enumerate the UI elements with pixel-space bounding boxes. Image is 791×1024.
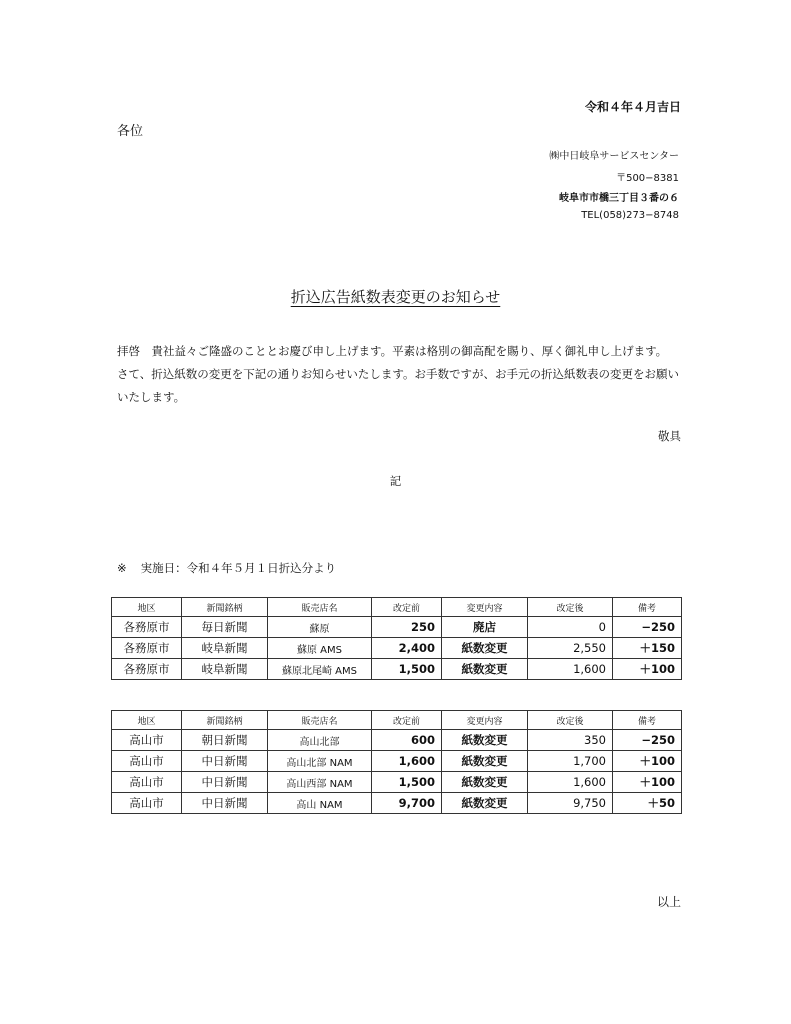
cell-newspaper: 岐阜新聞 xyxy=(182,638,268,659)
header-before: 改定前 xyxy=(372,598,442,617)
header-store-name: 販売店名 xyxy=(268,711,372,730)
closing-ijo: 以上 xyxy=(656,895,681,909)
cell-store-name: 高山 NAM xyxy=(268,793,372,814)
sender-company: ㈱中日岐阜サービスセンター xyxy=(549,151,679,162)
cell-after: 0 xyxy=(528,617,613,638)
cell-change: 紙数変更 xyxy=(442,751,528,772)
cell-remarks: ＋150 xyxy=(613,638,682,659)
header-before: 改定前 xyxy=(372,711,442,730)
table-row xyxy=(112,772,682,793)
cell-before: 2,400 xyxy=(372,638,442,659)
table-row xyxy=(112,617,682,638)
cell-change: 紙数変更 xyxy=(442,793,528,814)
header-remarks: 備考 xyxy=(613,598,682,617)
cell-newspaper: 中日新聞 xyxy=(182,772,268,793)
table-row xyxy=(112,751,682,772)
cell-district: 高山市 xyxy=(112,793,182,814)
cell-store-name: 高山西部 NAM xyxy=(268,772,372,793)
cell-remarks: ＋100 xyxy=(613,772,682,793)
cell-before: 1,500 xyxy=(372,772,442,793)
cell-before: 250 xyxy=(372,617,442,638)
cell-after: 1,600 xyxy=(528,659,613,680)
cell-change: 廃店 xyxy=(442,617,528,638)
sender-address: 岐阜市市橋三丁目３番の６ xyxy=(559,193,679,204)
cell-newspaper: 毎日新聞 xyxy=(182,617,268,638)
cell-after: 1,600 xyxy=(528,772,613,793)
cell-remarks: ＋100 xyxy=(613,659,682,680)
cell-district: 高山市 xyxy=(112,772,182,793)
cell-remarks: ＋100 xyxy=(613,751,682,772)
cell-after: 1,700 xyxy=(528,751,613,772)
sender-postal: 〒500−8381 xyxy=(616,173,679,184)
table-row xyxy=(112,793,682,814)
table-row xyxy=(112,659,682,680)
header-after: 改定後 xyxy=(528,598,613,617)
cell-before: 1,500 xyxy=(372,659,442,680)
sender-tel: TEL(058)273−8748 xyxy=(581,210,679,221)
header-change: 変更内容 xyxy=(442,711,528,730)
header-district: 地区 xyxy=(112,711,182,730)
cell-store-name: 蘇原 xyxy=(268,617,372,638)
cell-newspaper: 朝日新聞 xyxy=(182,730,268,751)
cell-change: 紙数変更 xyxy=(442,659,528,680)
header-store-name: 販売店名 xyxy=(268,598,372,617)
header-district: 地区 xyxy=(112,598,182,617)
cell-store-name: 蘇原 AMS xyxy=(268,638,372,659)
cell-store-name: 蘇原北尾崎 AMS xyxy=(268,659,372,680)
document-title: 折込広告紙数表変更のお知らせ xyxy=(290,288,501,306)
cell-district: 各務原市 xyxy=(112,638,182,659)
changes-table-takayama xyxy=(111,710,682,814)
cell-district: 各務原市 xyxy=(112,617,182,638)
header-newspaper: 新聞銘柄 xyxy=(182,598,268,617)
body-paragraph-1: 拝啓 貴社益々ご隆盛のこととお慶び申し上げます。平素は格別の御高配を賜り、厚く御礼申し上げます。 xyxy=(117,344,668,358)
cell-before: 9,700 xyxy=(372,793,442,814)
cell-after: 350 xyxy=(528,730,613,751)
header-newspaper: 新聞銘柄 xyxy=(182,711,268,730)
header-remarks: 備考 xyxy=(613,711,682,730)
table-row xyxy=(112,730,682,751)
cell-remarks: −250 xyxy=(613,617,682,638)
cell-before: 1,600 xyxy=(372,751,442,772)
cell-after: 9,750 xyxy=(528,793,613,814)
cell-change: 紙数変更 xyxy=(442,638,528,659)
header-change: 変更内容 xyxy=(442,598,528,617)
cell-change: 紙数変更 xyxy=(442,730,528,751)
note-mark: ※ xyxy=(117,561,127,575)
table-row xyxy=(112,638,682,659)
addressee: 各位 xyxy=(117,124,144,139)
cell-district: 各務原市 xyxy=(112,659,182,680)
cell-newspaper: 中日新聞 xyxy=(182,751,268,772)
cell-store-name: 高山北部 xyxy=(268,730,372,751)
body-paragraph-2: さて、折込紙数の変更を下記の通りお知らせいたします。お手数ですが、お手元の折込紙数表の変更をお願いいたします。 xyxy=(117,367,679,404)
cell-change: 紙数変更 xyxy=(442,772,528,793)
document-date: 令和４年４月吉日 xyxy=(584,100,681,114)
cell-remarks: ＋50 xyxy=(613,793,682,814)
note-text: 実施日：令和４年５月１日折込分より xyxy=(140,561,337,575)
effective-date-note xyxy=(117,560,336,576)
cell-newspaper: 岐阜新聞 xyxy=(182,659,268,680)
cell-newspaper: 中日新聞 xyxy=(182,793,268,814)
body-text xyxy=(117,340,687,409)
cell-remarks: −250 xyxy=(613,730,682,751)
cell-before: 600 xyxy=(372,730,442,751)
cell-district: 高山市 xyxy=(112,751,182,772)
table-header-row xyxy=(112,711,682,730)
cell-district: 高山市 xyxy=(112,730,182,751)
header-after: 改定後 xyxy=(528,711,613,730)
table-header-row xyxy=(112,598,682,617)
cell-store-name: 高山北部 NAM xyxy=(268,751,372,772)
changes-table-kakamigahara xyxy=(111,597,682,680)
cell-after: 2,550 xyxy=(528,638,613,659)
ki-heading: 記 xyxy=(389,474,402,488)
closing-keigu: 敬具 xyxy=(658,429,681,443)
